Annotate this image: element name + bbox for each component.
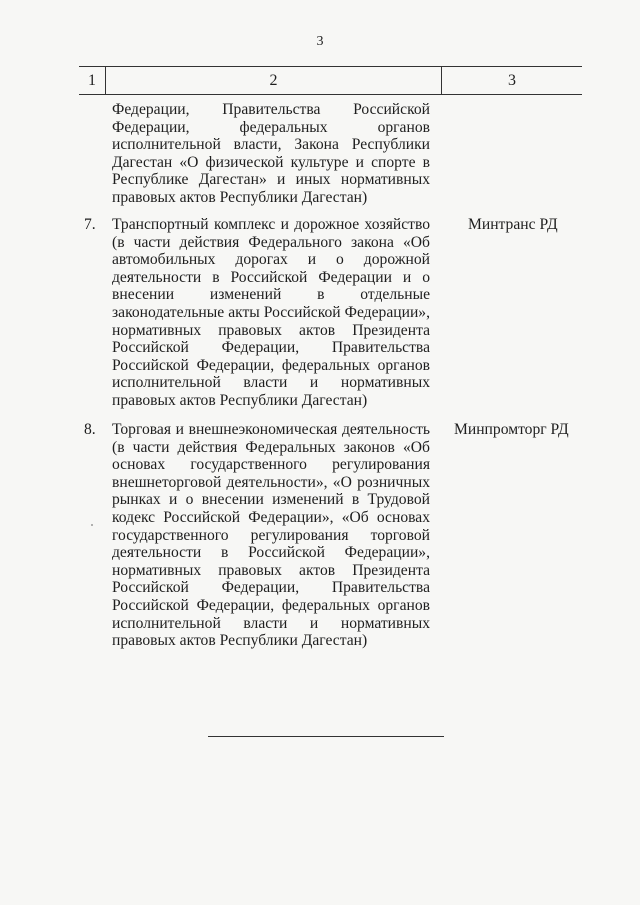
row-8-description: Торговая и внешнеэкономическая деятельность (в части действия Федеральных законов «Об основах государственного регулирования внешнеторговой деятельности», «О розничных рынках и о внесении изменений в Трудовой кодекс Российской Федерации», «Об основах государственного регулирования торговой деятельности в Российской Федерации», нормативных правовых актов Президента Российской Федерации, Правительства Российской Федерации, федеральных органов исполнительной власти и нормативных правовых актов Республики Дагестан) [112, 421, 430, 650]
scan-speck [91, 524, 93, 526]
row-7-number: 7. [84, 216, 96, 233]
row-7-description: Транспортный комплекс и дорожное хозяйство (в части действия Федерального закона «Об автомобильных дорогах и о дорожной деятельности в Российской Федерации и о внесении изменений в отдельные законодательные акты Российской Федерации», нормативных правовых актов Президента Российской Федерации, Правительства Российской Федерации, федеральных органов исполнительной власти и нормативных правовых актов Республики Дагестан) [112, 216, 430, 409]
row-7-organization: Минтранс РД [468, 216, 558, 233]
header-column-3: 3 [508, 71, 516, 89]
header-column-1: 1 [79, 67, 106, 94]
table-header [79, 66, 582, 95]
row-8-organization: Минпромторг РД [454, 421, 569, 438]
signature-line [208, 736, 444, 737]
page-number: 3 [316, 34, 324, 49]
header-column-2: 2 [106, 67, 442, 94]
row-8-number: 8. [84, 421, 96, 438]
continuation-text: Федерации, Правительства Российской Федерации, федеральных органов исполнительной власти, Закона Республики Дагестан «О физической культуре и спорте в Республике Дагестан» и иных нормативных правовых актов Республики Дагестан) [112, 101, 430, 206]
